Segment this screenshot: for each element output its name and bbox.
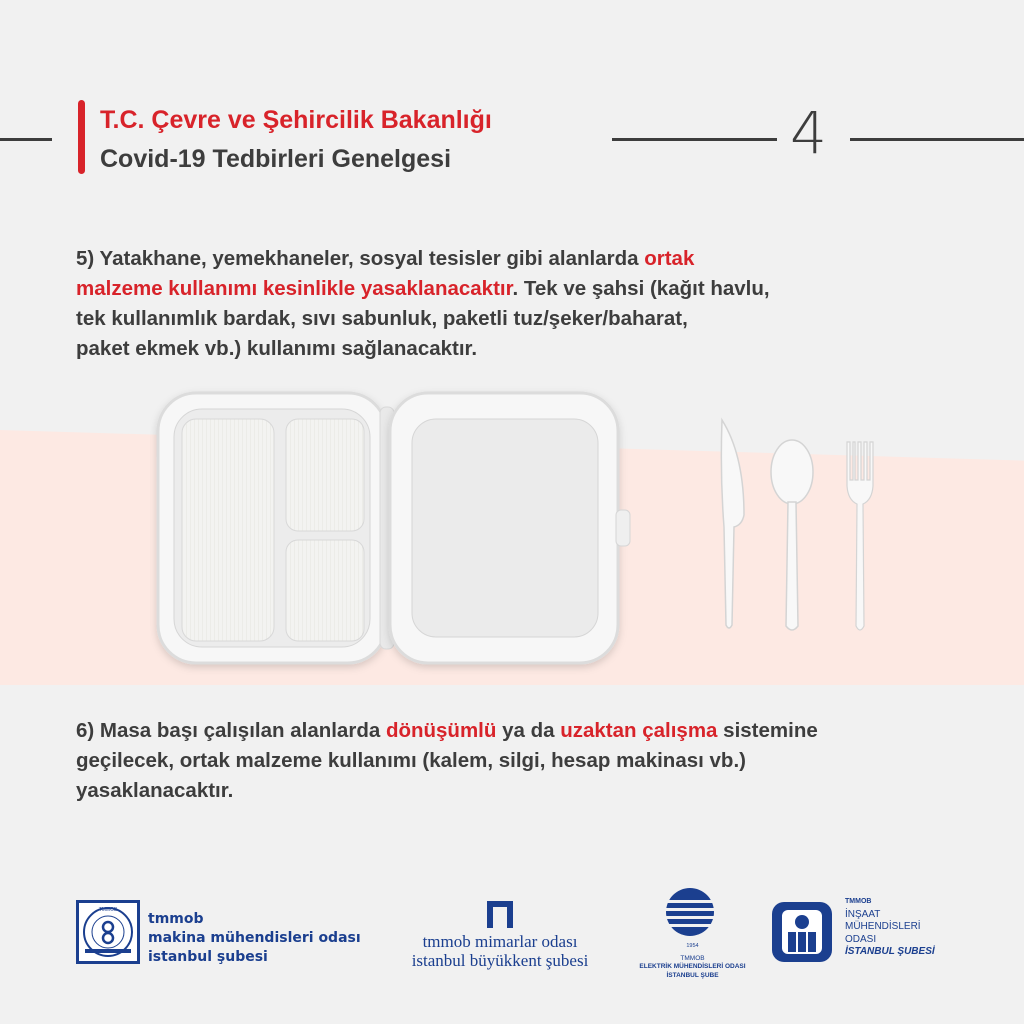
item5-highlight-a: ortak [644, 247, 695, 270]
imo-line5: İSTANBUL ŞUBESİ [845, 946, 935, 957]
item6-paragraph [76, 716, 976, 806]
item6-highlight-b: uzaktan çalışma [560, 719, 718, 742]
mmo-logo [76, 900, 140, 964]
item5-paragraph [76, 244, 956, 364]
emo-year: 1954 [686, 943, 699, 949]
item5-line1 [76, 244, 956, 274]
imo-emblem-icon [770, 900, 834, 964]
emo-line2: ELEKTRİK MÜHENDİSLERİ ODASI [639, 963, 746, 970]
item5-line2 [76, 274, 956, 304]
spoon-icon [766, 436, 818, 636]
item5-text-b: . Tek ve şahsi (kağıt havlu, [512, 277, 770, 300]
item5-line3: tek kullanımlık bardak, sıvı sabunluk, paketli tuz/şeker/baharat, [76, 307, 688, 330]
mimarlar-emblem-icon [483, 898, 517, 930]
mmo-line3: istanbul şubesi [148, 949, 268, 965]
item6-text-b: ya da [496, 719, 561, 742]
mimarlar-line2: istanbul büyükkent şubesi [411, 951, 589, 970]
mimarlar-logo-text [380, 932, 620, 970]
imo-logo-text [845, 896, 935, 959]
imo-line1: TMMOB [845, 898, 872, 905]
fork-icon [840, 438, 880, 634]
mmo-line2: makina mühendisleri odası [148, 930, 361, 946]
item5-text-a: 5) Yatakhane, yemekhaneler, sosyal tesisler gibi alanlarda [76, 247, 645, 270]
item5-highlight-b: malzeme kullanımı kesinlikle yasaklanacaktır [76, 277, 513, 300]
header-left-rule [0, 138, 52, 141]
page-subtitle: Covid-19 Tedbirleri Genelgesi [100, 145, 452, 173]
mmo-line1: tmmob [148, 911, 204, 927]
mimarlar-line1: tmmob mimarlar odası [422, 932, 578, 951]
emo-emblem-icon [660, 886, 720, 938]
item6-line1 [76, 716, 976, 746]
page-number: 4 [790, 99, 827, 167]
mmo-logo-text [148, 910, 361, 967]
knife-icon [714, 415, 754, 635]
imo-line4: ODASI [845, 933, 877, 945]
item6-text-a: 6) Masa başı çalışılan alanlarda [76, 719, 386, 742]
title-accent-bar [78, 100, 85, 174]
food-container-image [150, 385, 640, 675]
header-right-rule [850, 138, 1024, 141]
emo-line1: TMMOB [680, 954, 705, 962]
page-title: T.C. Çevre ve Şehircilik Bakanlığı [100, 106, 492, 134]
imo-line2: İNŞAAT [845, 908, 881, 920]
emo-line3: İSTANBUL ŞUBE [666, 971, 719, 979]
item6-line3: yasaklanacaktır. [76, 779, 234, 802]
item6-line2: geçilecek, ortak malzeme kullanımı (kalem, silgi, hesap makinası vb.) [76, 749, 746, 772]
item5-line4: paket ekmek vb.) kullanımı sağlanacaktır. [76, 337, 478, 360]
imo-line3: MÜHENDİSLERİ [845, 921, 921, 932]
header-middle-rule [612, 138, 777, 141]
item6-text-c: sistemine [717, 719, 818, 742]
mmo-emblem-text: TMMOB [98, 907, 118, 913]
item6-highlight-a: dönüşümlü [385, 719, 497, 742]
emo-logo-text [630, 942, 755, 980]
